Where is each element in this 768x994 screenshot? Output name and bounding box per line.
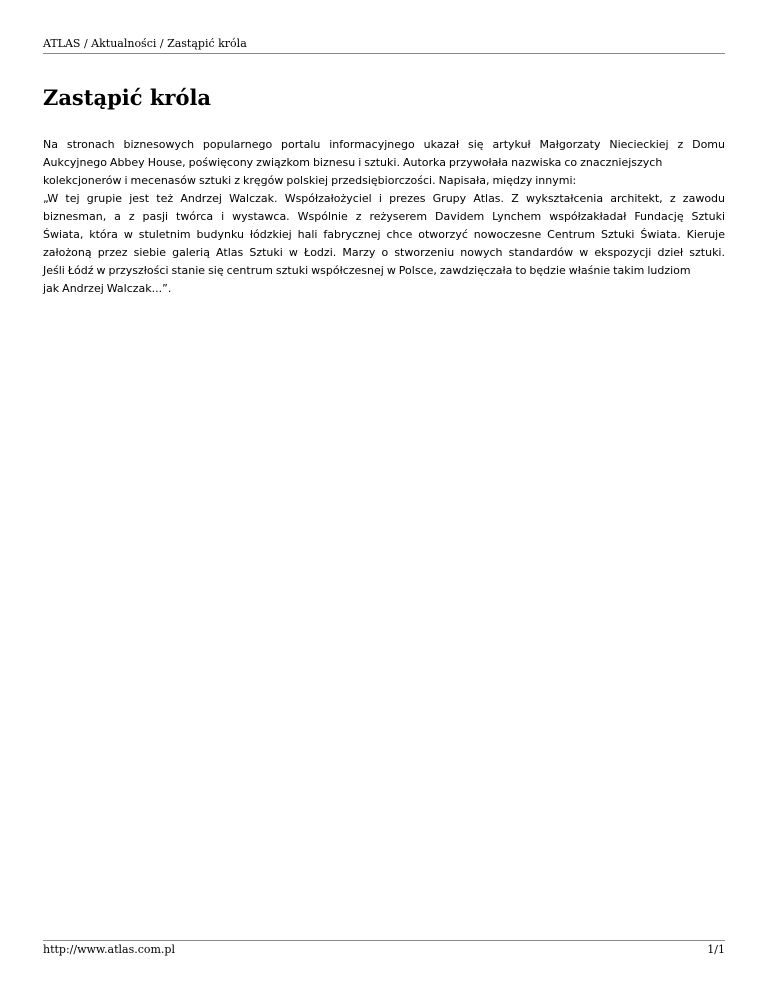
article-line: Aukcyjnego Abbey House, poświęcony związkom biznesu i sztuki. Autorka przywołała nazwiska co znaczniejszych (43, 156, 663, 169)
breadcrumb: ATLAS / Aktualności / Zastąpić króla (43, 37, 247, 50)
article-line: „W tej grupie jest też Andrzej Walczak. Współzałożyciel i prezes Grupy Atlas. Z wykształcenia architekt, z zawodu (43, 192, 725, 205)
article-title: Zastąpić króla (43, 85, 212, 110)
page-footer (43, 940, 725, 957)
article-line: Świata, która w stuletnim budynku łódzkiej hali fabrycznej chce otworzyć nowoczesne Centrum Sztuki Świata. Kieruje (43, 228, 725, 241)
page-header (43, 37, 725, 54)
article-line: biznesman, a z pasji twórca i wystawca. Wspólnie z reżyserem Davidem Lynchem współzakładał Fundację Sztuki (43, 210, 725, 223)
article-line: założoną przez siebie galerią Atlas Sztuki w Łodzi. Marzy o stworzeniu nowych standardów w ekspozycji dzieł sztuki. (43, 246, 725, 259)
article-line: jak Andrzej Walczak...”. (43, 282, 172, 295)
page-number: 1/1 (707, 943, 725, 956)
article-body (43, 136, 725, 298)
article-line: Jeśli Łódź w przyszłości stanie się centrum sztuki współczesnej w Polsce, zawdzięczała to będzie właśnie takim ludziom (43, 264, 691, 277)
article-line: Na stronach biznesowych popularnego portalu informacyjnego ukazał się artykuł Małgorzaty Niecieckiej z Domu (43, 138, 725, 151)
footer-url[interactable]: http://www.atlas.com.pl (43, 943, 175, 956)
article-line: kolekcjonerów i mecenasów sztuki z kręgów polskiej przedsiębiorczości. Napisała, między innymi: (43, 174, 577, 187)
